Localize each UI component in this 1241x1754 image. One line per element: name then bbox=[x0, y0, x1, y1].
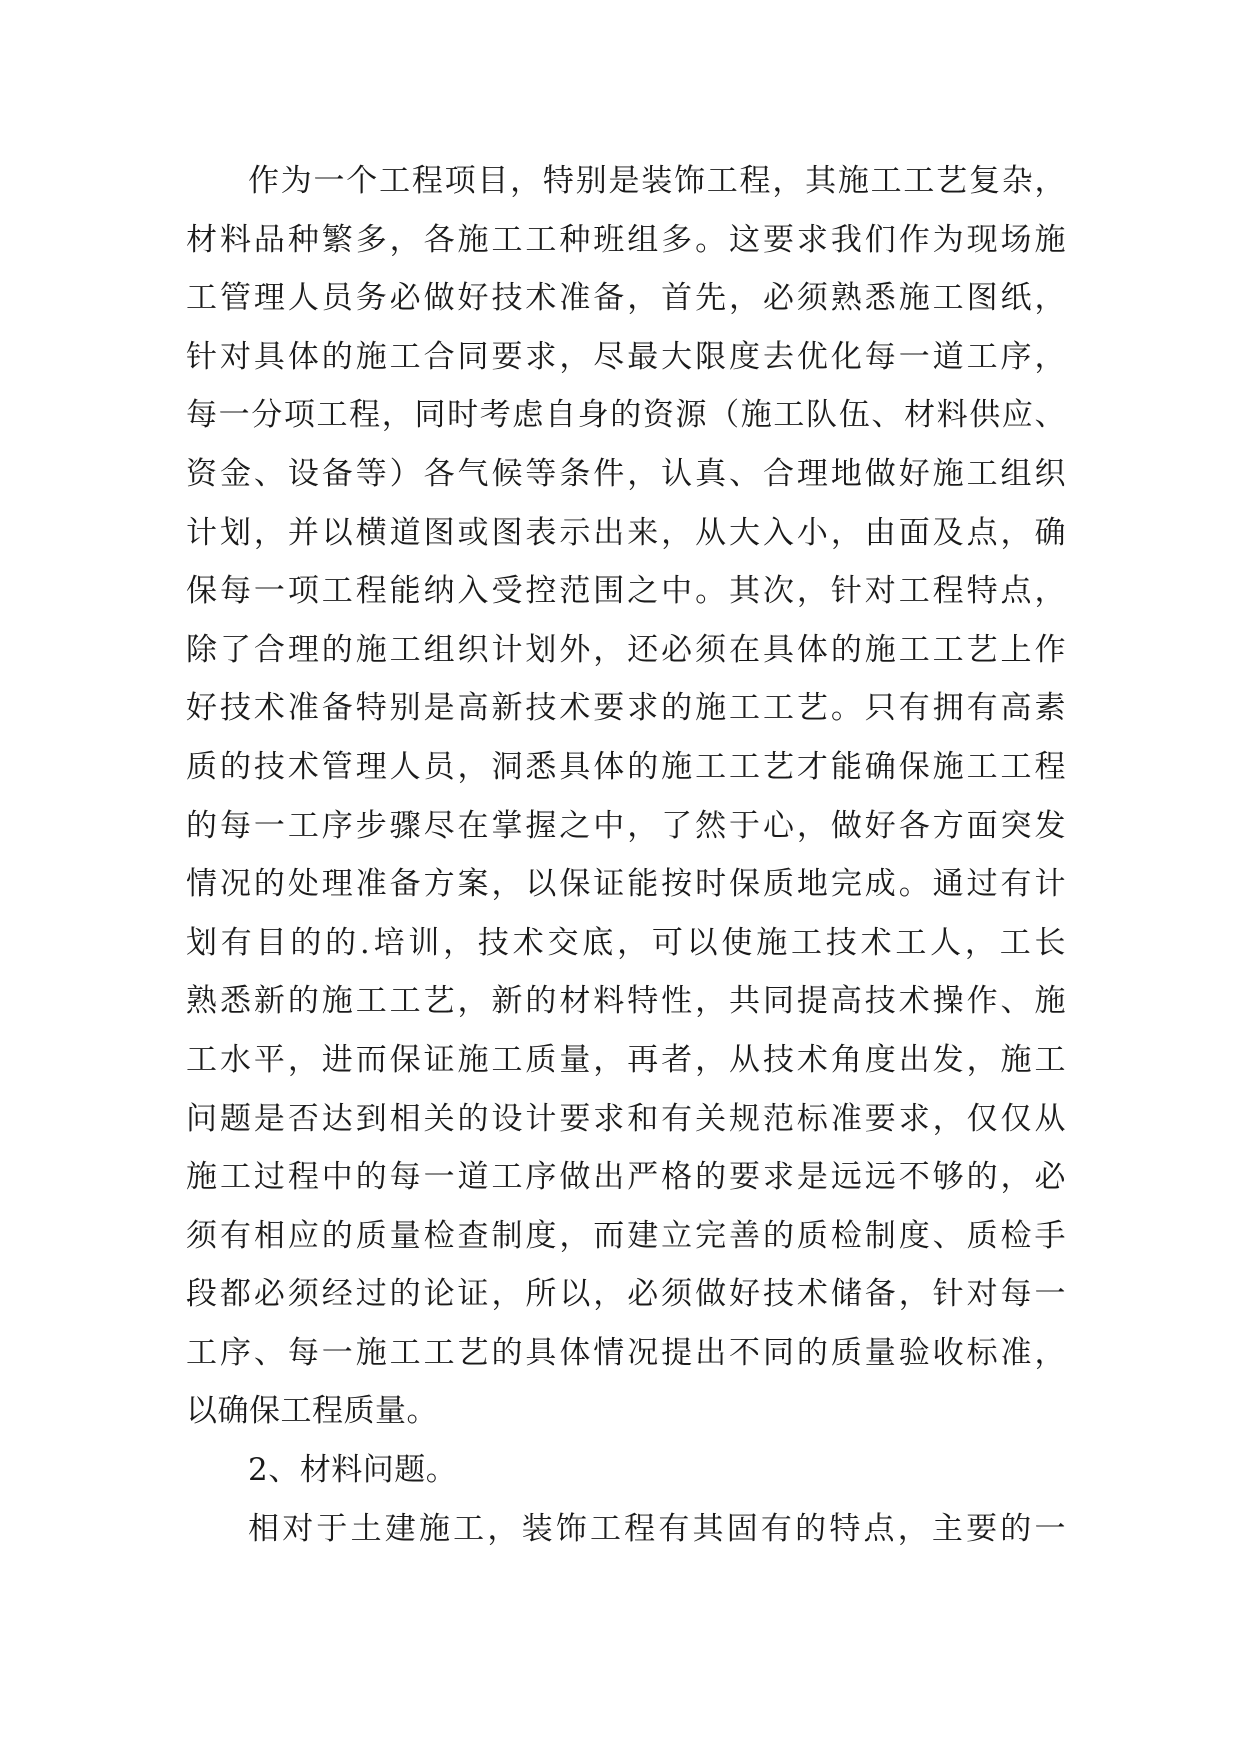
section-heading: 2、材料问题。 bbox=[248, 1452, 458, 1489]
paragraph-line: 施工过程中的每一道工序做出严格的要求是远远不够的，必 bbox=[186, 1159, 1066, 1196]
paragraph-line: 以确保工程质量。 bbox=[186, 1393, 438, 1430]
paragraph-line: 工管理人员务必做好技术准备，首先，必须熟悉施工图纸， bbox=[186, 280, 1066, 317]
paragraph-line: 好技术准备特别是高新技术要求的施工工艺。只有拥有高素 bbox=[186, 690, 1066, 727]
paragraph-line: 的每一工序步骤尽在掌握之中，了然于心，做好各方面突发 bbox=[186, 807, 1066, 844]
paragraph-line: 质的技术管理人员，洞悉具体的施工工艺才能确保施工工程 bbox=[186, 748, 1066, 785]
paragraph-line: 每一分项工程，同时考虑自身的资源（施工队伍、材料供应、 bbox=[186, 397, 1066, 434]
paragraph-line: 资金、设备等）各气候等条件，认真、合理地做好施工组织 bbox=[186, 455, 1066, 492]
body-text bbox=[186, 152, 1066, 1558]
paragraph-line: 工序、每一施工工艺的具体情况提出不同的质量验收标准， bbox=[186, 1334, 1066, 1371]
paragraph-line: 相对于土建施工，装饰工程有其固有的特点，主要的一 bbox=[248, 1510, 1066, 1547]
paragraph-line: 计划，并以横道图或图表示出来，从大入小，由面及点，确 bbox=[186, 514, 1066, 551]
paragraph-line: 保每一项工程能纳入受控范围之中。其次，针对工程特点， bbox=[186, 573, 1066, 610]
paragraph-line: 针对具体的施工合同要求，尽最大限度去优化每一道工序， bbox=[186, 338, 1066, 375]
paragraph-line: 工水平，进而保证施工质量，再者，从技术角度出发，施工 bbox=[186, 1041, 1066, 1078]
paragraph-line: 段都必须经过的论证，所以，必须做好技术储备，针对每一 bbox=[186, 1276, 1066, 1313]
paragraph-line: 划有目的的.培训，技术交底，可以使施工技术工人，工长 bbox=[186, 924, 1066, 961]
paragraph-line: 作为一个工程项目，特别是装饰工程，其施工工艺复杂， bbox=[248, 163, 1066, 199]
paragraph-line: 情况的处理准备方案，以保证能按时保质地完成。通过有计 bbox=[186, 866, 1066, 903]
paragraph-line: 除了合理的施工组织计划外，还必须在具体的施工工艺上作 bbox=[186, 631, 1066, 668]
paragraph-line: 须有相应的质量检查制度，而建立完善的质检制度、质检手 bbox=[186, 1217, 1066, 1254]
paragraph-line: 熟悉新的施工工艺，新的材料特性，共同提高技术操作、施 bbox=[186, 983, 1066, 1020]
paragraph-line: 材料品种繁多，各施工工种班组多。这要求我们作为现场施 bbox=[186, 221, 1066, 258]
paragraph-line: 问题是否达到相关的设计要求和有关规范标准要求，仅仅从 bbox=[186, 1100, 1066, 1137]
